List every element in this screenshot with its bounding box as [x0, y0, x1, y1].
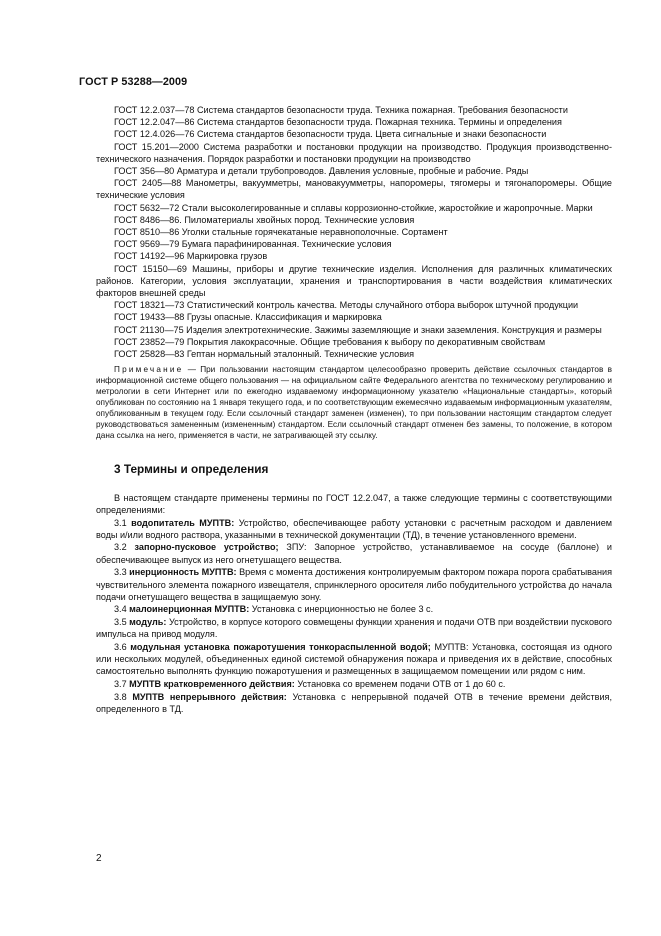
reference-item: ГОСТ 8486—86. Пиломатериалы хвойных пород. Технические условия: [114, 214, 415, 225]
definition-text: Установка с непрерывной подачей ОТВ в течение времени действия, определенного в ТД.: [96, 691, 612, 715]
definition-number: 3.3: [114, 567, 130, 578]
definition-item: [96, 691, 612, 715]
definition-text: Устройство, обеспечивающее работу установки с расчетным расходом и давлением воды и/или водного раствора, указанными в технической документации (ТД), в течение установленного времени.: [96, 517, 613, 540]
document-header: ГОСТ Р 53288—2009: [79, 76, 188, 88]
definition-number: 3.2: [114, 542, 135, 553]
reference-item: ГОСТ 25828—83 Гептан нормальный эталонный. Технические условия: [114, 349, 415, 360]
section-title: 3 Термины и определения: [114, 461, 269, 476]
reference-item: ГОСТ 9569—79 Бумага парафинированная. Технические условия: [114, 239, 392, 250]
definition-item: [96, 541, 612, 565]
reference-item: ГОСТ 19433—88 Грузы опасные. Классификация и маркировка: [114, 312, 382, 323]
definition-text: Установка с инерционностью не более 3 с.: [249, 604, 434, 615]
definition-item: [96, 678, 612, 690]
reference-item: ГОСТ 12.2.037—78 Система стандартов безопасности труда. Техника пожарная. Требования безопасности: [114, 105, 568, 115]
reference-item: ГОСТ 12.2.047—86 Система стандартов безопасности труда. Пожарная техника. Термины и определения: [114, 117, 562, 128]
definition-term: МУПТВ непрерывного действия:: [132, 691, 287, 702]
definition-number: 3.7: [114, 679, 130, 690]
definition-term: малоинерционная МУПТВ:: [129, 604, 250, 615]
references-list: [96, 104, 612, 360]
page-content: [96, 104, 612, 716]
definition-number: 3.5: [114, 617, 130, 628]
definition-number: 3.6: [114, 642, 131, 653]
definition-term: запорно-пусковое устройство;: [134, 542, 279, 553]
definition-item: [96, 566, 612, 603]
definition-item: [96, 641, 612, 678]
definition-term: модуль:: [129, 617, 167, 628]
reference-item: ГОСТ 14192—96 Маркировка грузов: [114, 251, 268, 262]
definition-term: водопитатель МУПТВ:: [131, 517, 235, 528]
definition-text: Устройство, в корпусе которого совмещены функции хранения и подачи ОТВ при воздействии пускового импульса на привод модуля.: [96, 617, 612, 640]
section-intro: В настоящем стандарте применены термины по ГОСТ 12.2.047, а также следующие термины с соответствующими определениями:: [96, 492, 612, 515]
reference-item: ГОСТ 5632—72 Стали высоколегированные и сплавы коррозионно-стойкие, жаростойкие и жаропрочные. Марки: [114, 202, 593, 213]
reference-item: ГОСТ 15150—69 Машины, приборы и другие технические изделия. Исполнения для различных климатических районов. Категории, условия эксплуатации, хранения и транспортирования в части воздействия климатических факторов внешней среды: [96, 263, 612, 299]
reference-item: ГОСТ 2405—88 Манометры, вакуумметры, мановакуумметры, напоромеры, тягомеры и тягонапоромеры. Общие технические условия: [96, 178, 612, 201]
definition-number: 3.4: [114, 604, 130, 615]
definition-term: модульная установка пожаротушения тонкораспыленной водой;: [130, 642, 431, 653]
definition-term: инерционность МУПТВ:: [129, 567, 237, 578]
reference-item: ГОСТ 12.4.026—76 Система стандартов безопасности труда. Цвета сигнальные и знаки безопасности: [114, 129, 547, 140]
reference-item: ГОСТ 356—80 Арматура и детали трубопроводов. Давления условные, пробные и рабочие. Ряды: [114, 166, 529, 177]
page-number: 2: [96, 853, 102, 864]
note-label: Примечание: [114, 365, 184, 375]
definition-number: 3.1: [114, 517, 132, 528]
reference-item: ГОСТ 18321—73 Статистический контроль качества. Методы случайного отбора выборок штучной продукции: [114, 300, 579, 311]
definition-item: [96, 616, 612, 640]
reference-item: ГОСТ 21130—75 Изделия электротехнические. Зажимы заземляющие и знаки заземления. Конструкция и размеры: [114, 324, 602, 335]
note-text: — При пользовании настоящим стандартом целесообразно проверить действие ссылочных стандартов в информационной системе общего пользования — на официальном сайте Федерального агентства по техническому регулированию и метрологии в сети Интернет или по ежегодно издаваемому информационному указателю «Национальные стандарты», который опубликован по состоянию на 1 января текущего года, и по соответствующим ежемесячно издаваемым информационным указателям, опубликованным в текущем году. Если ссылочный стандарт заменен (изменен), то при пользовании настоящим стандартом следует руководствоваться замененным (измененным) стандартом. Если ссылочный стандарт отменен без замены, то положение, в котором дана ссылка на него, применяется в части, не затрагивающей эту ссылку.: [96, 365, 612, 440]
reference-item: ГОСТ 23852—79 Покрытия лакокрасочные. Общие требования к выбору по декоративным свойствам: [114, 336, 546, 347]
definition-number: 3.8: [114, 691, 133, 702]
definition-text: Время с момента достижения контролируемым фактором пожара порога срабатывания чувствительного элемента пожарного извещателя, спринклерного оросителя либо побудительного устройства до начала подачи огнетушащего вещества в защищаемую зону.: [96, 567, 612, 602]
definition-text: МУПТВ: Установка, состоящая из одного или нескольких модулей, объединенных единой системой обнаружения пожара и приведения их в действие, способных самостоятельно выполнять функцию пожаротушения и размещенных в защищаемом помещении или рядом с ним.: [96, 642, 612, 677]
reference-item: ГОСТ 8510—86 Уголки стальные горячекатаные неравнополочные. Сортамент: [114, 227, 448, 238]
definition-term: МУПТВ кратковременного действия:: [129, 679, 295, 690]
definition-text: ЗПУ: Запорное устройство, устанавливаемое на сосуде (баллоне) и обеспечивающее выпуск из него огнетушащего вещества.: [96, 542, 612, 565]
definitions-list: [96, 492, 612, 716]
reference-item: ГОСТ 15.201—2000 Система разработки и постановки продукции на производство. Продукция производственно-технического назначения. Порядок разработки и постановки продукции на производство: [96, 141, 612, 164]
definition-item: [96, 517, 612, 541]
definition-item: [96, 603, 612, 615]
definition-text: Установка со временем подачи ОТВ от 1 до 60 с.: [294, 679, 506, 690]
note-paragraph: [96, 365, 612, 441]
